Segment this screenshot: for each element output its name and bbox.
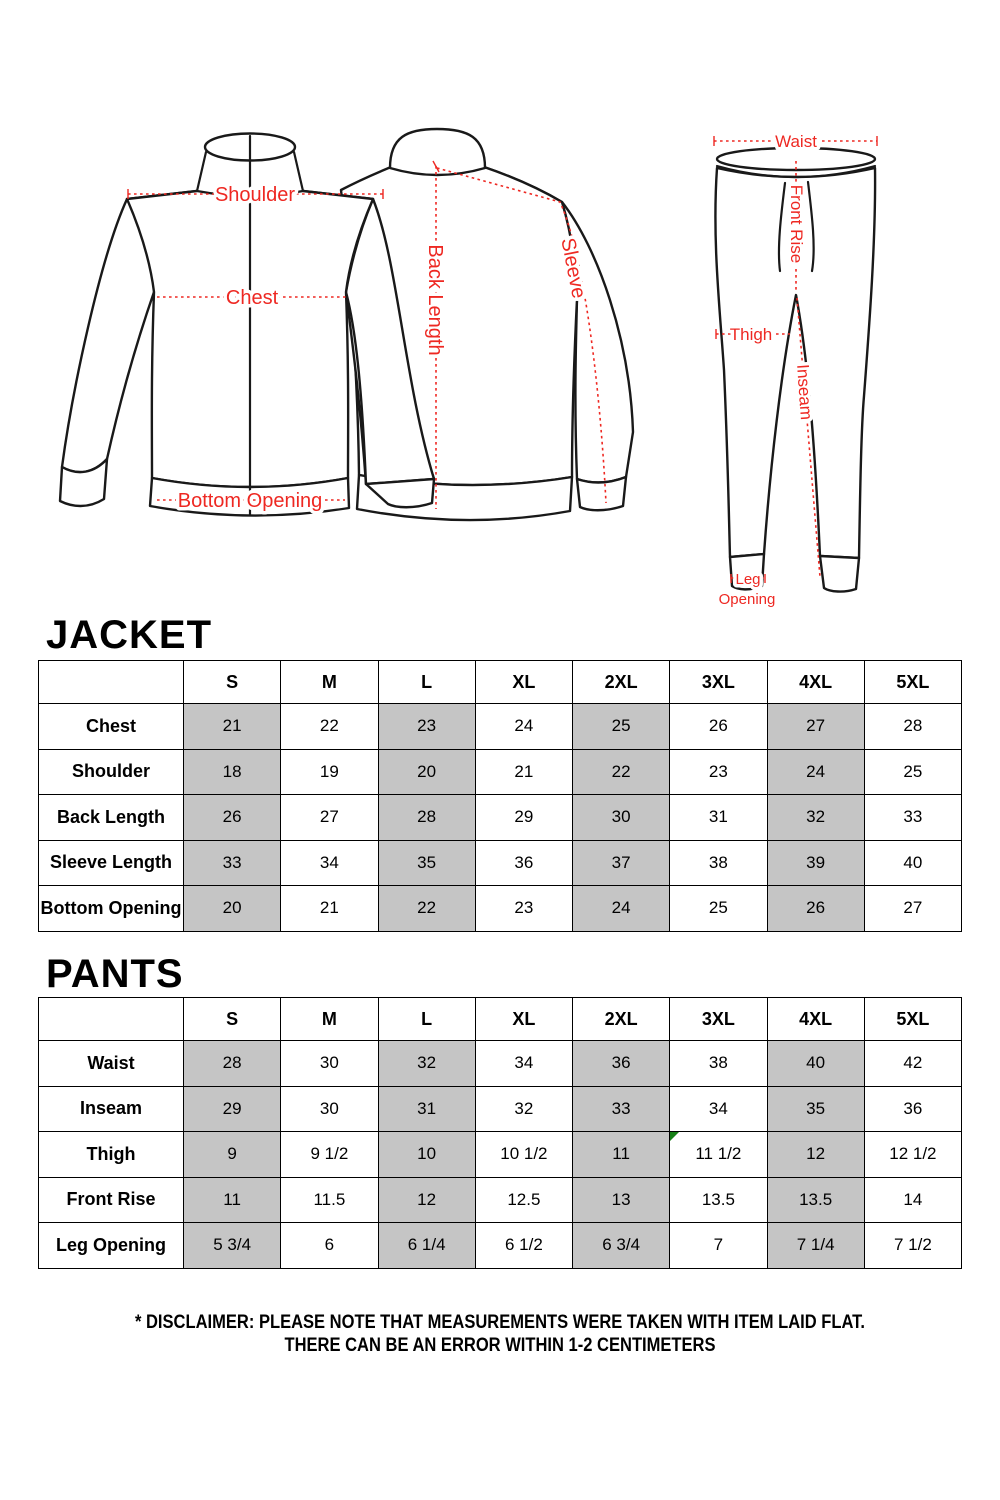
size-value-cell: 10 — [378, 1132, 475, 1178]
measurement-row-label: Back Length — [39, 795, 184, 841]
size-value-cell: 33 — [573, 1086, 670, 1132]
size-value-cell: 23 — [378, 704, 475, 750]
waist-measure-label: Waist — [775, 132, 817, 151]
size-value-cell: 38 — [670, 840, 767, 886]
size-value-cell: 31 — [670, 795, 767, 841]
size-column-header: S — [184, 661, 281, 704]
size-value-cell: 34 — [475, 1041, 572, 1087]
size-value-cell: 38 — [670, 1041, 767, 1087]
size-value-cell: 10 1/2 — [475, 1132, 572, 1178]
size-value-cell: 36 — [573, 1041, 670, 1087]
size-value-cell: 14 — [864, 1177, 961, 1223]
size-value-cell: 21 — [475, 749, 572, 795]
size-value-cell: 6 1/4 — [378, 1223, 475, 1269]
size-value-cell: 27 — [281, 795, 378, 841]
corner-cell — [39, 661, 184, 704]
size-value-cell: 42 — [864, 1041, 961, 1087]
size-value-cell: 34 — [281, 840, 378, 886]
pants-size-table — [38, 997, 962, 1269]
disclaimer-line-1: * DISCLAIMER: PLEASE NOTE THAT MEASUREMENTS WERE TAKEN WITH ITEM LAID FLAT. — [134, 1312, 866, 1333]
size-value-cell: 7 1/4 — [767, 1223, 864, 1269]
size-value-cell: 26 — [767, 886, 864, 932]
size-value-cell: 11 1/2 — [670, 1132, 767, 1178]
size-value-cell: 27 — [864, 886, 961, 932]
measurement-row-label: Inseam — [39, 1086, 184, 1132]
size-value-cell: 30 — [281, 1086, 378, 1132]
size-value-cell: 9 — [184, 1132, 281, 1178]
size-value-cell: 35 — [378, 840, 475, 886]
size-value-cell: 27 — [767, 704, 864, 750]
measurement-row-label: Front Rise — [39, 1177, 184, 1223]
size-value-cell: 39 — [767, 840, 864, 886]
measurement-row-label: Leg Opening — [39, 1223, 184, 1269]
size-column-header: 3XL — [670, 998, 767, 1041]
size-value-cell: 6 3/4 — [573, 1223, 670, 1269]
size-column-header: 3XL — [670, 661, 767, 704]
size-value-cell: 22 — [281, 704, 378, 750]
sleeve-measure-label: Sleeve — [556, 236, 590, 301]
jacket-size-table — [38, 660, 962, 932]
size-column-header: 2XL — [573, 998, 670, 1041]
size-value-cell: 22 — [573, 749, 670, 795]
measurement-row-label: Bottom Opening — [39, 886, 184, 932]
size-value-cell: 26 — [670, 704, 767, 750]
size-value-cell: 32 — [378, 1041, 475, 1087]
size-column-header: XL — [475, 998, 572, 1041]
jacket-size-table — [38, 660, 962, 932]
measurement-row-label: Waist — [39, 1041, 184, 1087]
size-value-cell: 26 — [184, 795, 281, 841]
size-value-cell: 40 — [864, 840, 961, 886]
size-value-cell: 9 1/2 — [281, 1132, 378, 1178]
size-value-cell: 31 — [378, 1086, 475, 1132]
size-value-cell: 25 — [864, 749, 961, 795]
size-column-header: 5XL — [864, 998, 961, 1041]
size-value-cell: 37 — [573, 840, 670, 886]
size-value-cell: 36 — [864, 1086, 961, 1132]
size-column-header: 2XL — [573, 661, 670, 704]
size-value-cell: 19 — [281, 749, 378, 795]
size-value-cell: 18 — [184, 749, 281, 795]
back-length-measure-label: Back Length — [424, 244, 446, 356]
size-column-header: 4XL — [767, 661, 864, 704]
size-value-cell: 6 1/2 — [475, 1223, 572, 1269]
size-value-cell: 12 — [767, 1132, 864, 1178]
corner-cell — [39, 998, 184, 1041]
size-value-cell: 33 — [184, 840, 281, 886]
size-value-cell: 23 — [475, 886, 572, 932]
size-value-cell: 30 — [573, 795, 670, 841]
size-value-cell: 32 — [767, 795, 864, 841]
pants-section-title: PANTS — [46, 952, 184, 996]
measurement-row-label: Chest — [39, 704, 184, 750]
size-value-cell: 24 — [767, 749, 864, 795]
size-value-cell: 28 — [864, 704, 961, 750]
size-guide-illustration — [0, 0, 1000, 632]
size-column-header: 5XL — [864, 661, 961, 704]
shoulder-measure-label: Shoulder — [214, 184, 296, 206]
leg-opening-measure-label: Leg — [735, 571, 761, 588]
inseam-measure-label: Inseam — [793, 363, 816, 421]
size-value-cell: 33 — [864, 795, 961, 841]
pants-size-table — [38, 997, 962, 1269]
size-column-header: XL — [475, 661, 572, 704]
size-value-cell: 29 — [184, 1086, 281, 1132]
size-value-cell: 13.5 — [767, 1177, 864, 1223]
size-value-cell: 12.5 — [475, 1177, 572, 1223]
size-value-cell: 22 — [378, 886, 475, 932]
size-column-header: M — [281, 661, 378, 704]
size-value-cell: 20 — [378, 749, 475, 795]
size-value-cell: 21 — [184, 704, 281, 750]
size-value-cell: 34 — [670, 1086, 767, 1132]
size-value-cell: 5 3/4 — [184, 1223, 281, 1269]
size-value-cell: 11 — [573, 1132, 670, 1178]
size-value-cell: 21 — [281, 886, 378, 932]
chest-measure-label: Chest — [225, 287, 279, 309]
size-value-cell: 24 — [475, 704, 572, 750]
size-value-cell: 32 — [475, 1086, 572, 1132]
size-column-header: L — [378, 661, 475, 704]
disclaimer-line-2: THERE CAN BE AN ERROR WITHIN 1-2 CENTIMETERS — [284, 1335, 716, 1356]
measurement-row-label: Sleeve Length — [39, 840, 184, 886]
size-value-cell: 23 — [670, 749, 767, 795]
leg-opening-measure-label: Opening — [718, 591, 776, 608]
size-column-header: 4XL — [767, 998, 864, 1041]
size-value-cell: 7 1/2 — [864, 1223, 961, 1269]
size-value-cell: 11 — [184, 1177, 281, 1223]
size-value-cell: 36 — [475, 840, 572, 886]
jacket-section-title: JACKET — [46, 613, 213, 657]
bottom-opening-measure-label: Bottom Opening — [177, 490, 323, 512]
size-value-cell: 35 — [767, 1086, 864, 1132]
size-value-cell: 20 — [184, 886, 281, 932]
size-value-cell: 29 — [475, 795, 572, 841]
size-value-cell: 13 — [573, 1177, 670, 1223]
size-value-cell: 30 — [281, 1041, 378, 1087]
size-value-cell: 12 1/2 — [864, 1132, 961, 1178]
size-value-cell: 28 — [378, 795, 475, 841]
size-value-cell: 11.5 — [281, 1177, 378, 1223]
size-column-header: S — [184, 998, 281, 1041]
size-value-cell: 24 — [573, 886, 670, 932]
size-value-cell: 13.5 — [670, 1177, 767, 1223]
size-value-cell: 28 — [184, 1041, 281, 1087]
size-value-cell: 6 — [281, 1223, 378, 1269]
size-value-cell: 25 — [670, 886, 767, 932]
size-value-cell: 40 — [767, 1041, 864, 1087]
measurement-row-label: Shoulder — [39, 749, 184, 795]
measurement-row-label: Thigh — [39, 1132, 184, 1178]
size-value-cell: 7 — [670, 1223, 767, 1269]
disclaimer — [0, 1311, 1000, 1357]
size-column-header: L — [378, 998, 475, 1041]
size-column-header: M — [281, 998, 378, 1041]
size-value-cell: 25 — [573, 704, 670, 750]
front-rise-measure-label: Front Rise — [787, 184, 806, 264]
size-value-cell: 12 — [378, 1177, 475, 1223]
thigh-measure-label: Thigh — [729, 325, 773, 344]
